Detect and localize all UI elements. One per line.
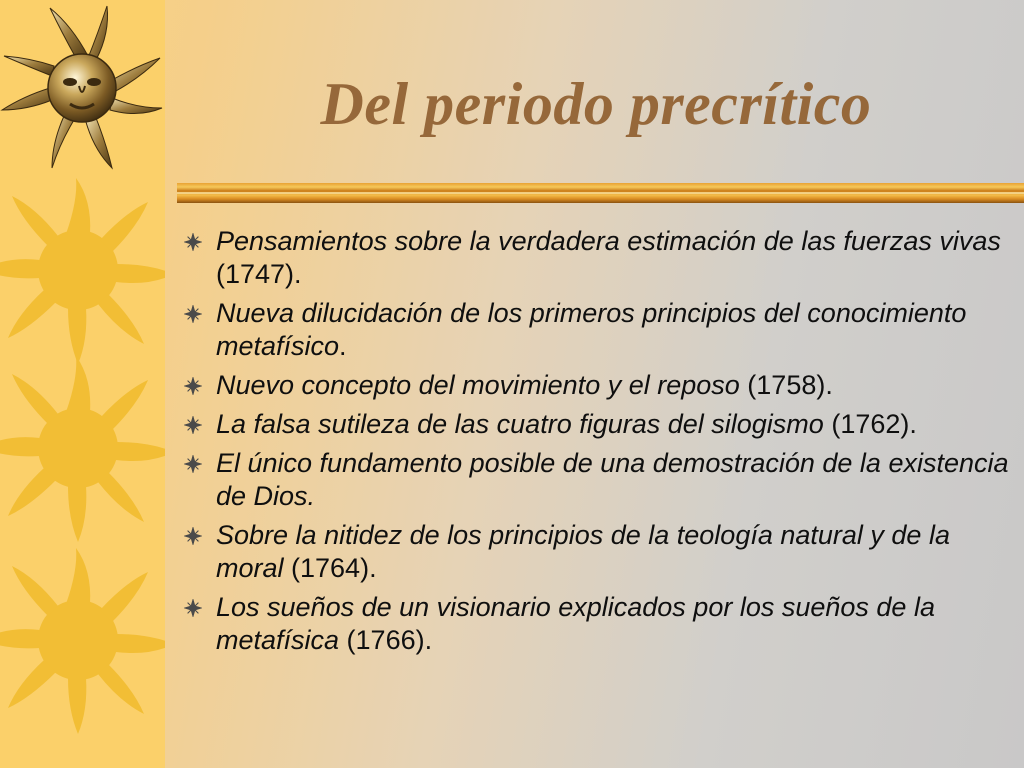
slide-title: Del periodo precrítico xyxy=(320,71,872,137)
work-year: (1766). xyxy=(339,625,433,655)
work-year: (1747). xyxy=(216,259,302,289)
star-bullet-icon xyxy=(184,527,202,545)
list-item xyxy=(180,447,1010,513)
work-title: Nuevo concepto del movimiento y el reposo xyxy=(216,370,740,400)
star-bullet-icon xyxy=(184,416,202,434)
work-year: (1764). xyxy=(283,553,377,583)
star-bullet-icon xyxy=(184,305,202,323)
title-divider xyxy=(177,183,1024,203)
list-item xyxy=(180,408,1010,441)
list-item xyxy=(180,519,1010,585)
star-bullet-icon xyxy=(184,455,202,473)
star-bullet-icon xyxy=(184,233,202,251)
work-year: (1762). xyxy=(823,409,917,439)
work-title: El único fundamento posible de una demostración de la existencia de Dios. xyxy=(216,448,1009,511)
work-title: Nueva dilucidación de los primeros principios del conocimiento metafísico xyxy=(216,298,967,361)
sun-icon xyxy=(0,548,165,734)
work-year: . xyxy=(339,331,347,361)
list-item xyxy=(180,297,1010,363)
work-title: Pensamientos sobre la verdadera estimación de las fuerzas vivas xyxy=(216,226,1001,256)
sun-face-icon xyxy=(2,6,162,168)
sun-icon xyxy=(0,356,165,542)
sun-decorations xyxy=(0,0,165,768)
work-title: Sobre la nitidez de los principios de la teología natural y de la moral xyxy=(216,520,950,583)
bullet-list xyxy=(180,225,1010,663)
sun-icon xyxy=(0,178,165,364)
work-title: La falsa sutileza de las cuatro figuras del silogismo xyxy=(216,409,824,439)
star-bullet-icon xyxy=(184,599,202,617)
star-bullet-icon xyxy=(184,377,202,395)
work-year: (1758). xyxy=(739,370,833,400)
list-item xyxy=(180,225,1010,291)
work-title: Los sueños de un visionario explicados por los sueños de la metafísica xyxy=(216,592,935,655)
list-item xyxy=(180,369,1010,402)
list-item xyxy=(180,591,1010,657)
